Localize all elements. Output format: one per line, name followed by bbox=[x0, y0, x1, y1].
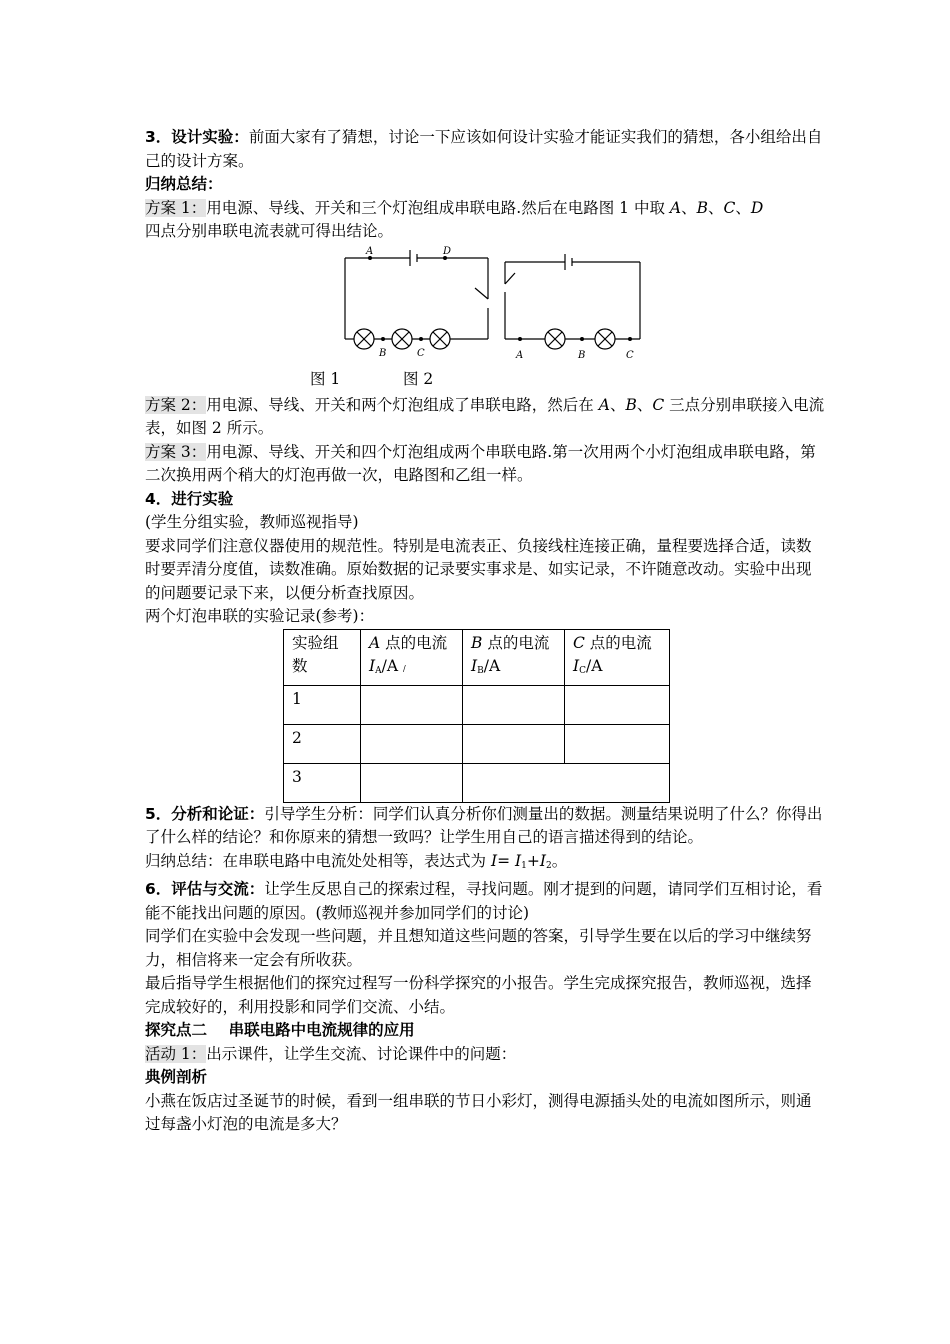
point-d: D bbox=[750, 198, 764, 217]
point-c: C bbox=[723, 198, 736, 217]
equation-i2: I bbox=[539, 851, 546, 870]
header-cell-a bbox=[361, 629, 463, 685]
fig2-point-a: A bbox=[516, 349, 524, 361]
empty-cell bbox=[565, 724, 670, 763]
separator: 、 bbox=[636, 395, 653, 414]
unit: /A bbox=[381, 656, 399, 675]
stray-mark: / bbox=[402, 663, 406, 673]
equation-i1: I bbox=[514, 851, 522, 870]
equation-lhs: I bbox=[490, 851, 498, 870]
separator: 、 bbox=[609, 395, 626, 414]
section-3-title: 设计实验： bbox=[171, 128, 249, 146]
header-cell-b bbox=[463, 629, 565, 685]
section-4-title: 进行实验 bbox=[171, 489, 234, 508]
current-subscript: A bbox=[375, 665, 382, 676]
current-subscript: B bbox=[477, 665, 484, 676]
plan-2-text-a: 用电源、导线、开关和两个灯泡组成了串联电路，然后在 bbox=[206, 395, 599, 414]
section-6-number: 6． bbox=[145, 880, 172, 898]
header-text: 点的电流 bbox=[482, 633, 550, 652]
experiment-record-table bbox=[283, 629, 670, 803]
row-number: 2 bbox=[284, 724, 361, 763]
activity-1-label: 活动 1： bbox=[145, 1044, 207, 1063]
equation-equals: = bbox=[497, 851, 515, 870]
figure-1-label: 图 1 bbox=[310, 369, 341, 388]
unit: /A bbox=[483, 656, 501, 675]
section-6-title: 评估与交流： bbox=[171, 880, 265, 898]
separator: 、 bbox=[681, 198, 697, 217]
plan-1 bbox=[145, 197, 825, 244]
table-caption: 两个灯泡串联的实验记录(参考)： bbox=[145, 607, 375, 625]
section-4 bbox=[145, 488, 825, 512]
equation-plus: + bbox=[526, 851, 540, 870]
section-5 bbox=[145, 803, 825, 850]
activity-1 bbox=[145, 1043, 825, 1067]
example-title: 典例剖析 bbox=[145, 1068, 208, 1086]
current-subscript: C bbox=[579, 665, 587, 676]
current-symbol: I bbox=[471, 656, 478, 675]
inquiry-point-title: 探究点二 bbox=[145, 1021, 208, 1039]
section-3-text: 前面大家有了猜想，讨论一下应该如何设计实验才能证实我们的猜想，各小组给出自己的设计方案。 bbox=[145, 128, 823, 170]
section-6-paragraph-2: 同学们在实验中会发现一些问题，并且想知道这些问题的答案，引导学生要在以后的学习中继续努力，相信将来一定会有所收获。 bbox=[145, 927, 812, 969]
circuit-diagram-2 bbox=[505, 254, 640, 349]
plan-2-text-b: 三点分别串联接入电流表，如图 2 所示。 bbox=[145, 395, 825, 437]
section-3 bbox=[145, 126, 825, 173]
empty-cell bbox=[463, 724, 565, 763]
empty-cell bbox=[361, 685, 463, 724]
circuit-figures bbox=[145, 244, 825, 394]
example-text: 小燕在饭店过圣诞节的时候，看到一组串联的节日小彩灯，测得电源插头处的电流如图所示，则通过每盏小灯泡的电流是多大？ bbox=[145, 1091, 812, 1133]
empty-cell bbox=[463, 685, 565, 724]
point-b: B bbox=[471, 633, 483, 652]
fig2-point-b: B bbox=[578, 349, 586, 361]
fig2-point-c: C bbox=[626, 349, 634, 361]
merged-empty-cell bbox=[463, 763, 670, 802]
plan-1-label: 方案 1： bbox=[145, 198, 207, 217]
section-5-summary bbox=[145, 850, 825, 879]
point-b: B bbox=[625, 395, 637, 414]
equation-sub1: 1 bbox=[521, 860, 527, 871]
row-number: 1 bbox=[284, 685, 361, 724]
section-5-number: 5． bbox=[145, 804, 172, 823]
section-6-paragraph-3: 最后指导学生根据他们的探究过程写一份科学探究的小报告。学生完成探究报告，教师巡视，选择完成较好的，利用投影和同学们交流、小结。 bbox=[145, 974, 812, 1016]
plan-3-text: 用电源、导线、开关和四个灯泡组成两个串联电路.第一次用两个小灯泡组成串联电路，第二次换用两个稍大的灯泡再做一次，电路图和乙组一样。 bbox=[145, 442, 816, 484]
table-row bbox=[284, 724, 670, 763]
summary-heading: 归纳总结： bbox=[145, 175, 223, 193]
row-number: 3 bbox=[284, 763, 361, 802]
point-b: B bbox=[696, 198, 708, 217]
table-row bbox=[284, 763, 670, 802]
separator: 、 bbox=[735, 198, 751, 217]
table-row bbox=[284, 685, 670, 724]
circuit-diagrams bbox=[145, 244, 825, 374]
point-a: A bbox=[369, 633, 381, 652]
circuit-1-nodes bbox=[368, 256, 447, 341]
section-4-number: 4． bbox=[145, 489, 172, 508]
fig1-point-c: C bbox=[417, 347, 425, 359]
empty-cell bbox=[361, 763, 463, 802]
section-5-title: 分析和论证： bbox=[171, 804, 265, 823]
fig1-point-b: B bbox=[379, 347, 387, 359]
plan-3 bbox=[145, 441, 825, 488]
point-a: A bbox=[598, 395, 610, 414]
section-6-text: 让学生反思自己的探索过程，寻找问题。刚才提到的问题，请同学们互相讨论，看能不能找出问题的原因。(教师巡视并参加同学们的讨论) bbox=[145, 880, 823, 922]
document-body bbox=[145, 126, 825, 1137]
section-4-note: (学生分组实验，教师巡视指导) bbox=[145, 513, 359, 531]
fig1-point-a: A bbox=[366, 245, 374, 257]
equation-end: 。 bbox=[551, 851, 568, 870]
fig1-point-d: D bbox=[443, 245, 452, 257]
section-3-number: 3． bbox=[145, 128, 172, 146]
summary-text: 归纳总结：在串联电路中电流处处相等，表达式为 bbox=[145, 851, 491, 870]
activity-1-text: 出示课件，让学生交流、讨论课件中的问题： bbox=[206, 1044, 517, 1063]
plan-1-text-a: 用电源、导线、开关和三个灯泡组成串联电路.然后在电路图 1 中取 bbox=[206, 198, 670, 217]
header-cell-c bbox=[565, 629, 670, 685]
header-cell-group: 实验组数 bbox=[284, 629, 361, 685]
point-c: C bbox=[573, 633, 585, 652]
figure-2-label: 图 2 bbox=[403, 369, 434, 388]
inquiry-point-subtitle: 串联电路中电流规律的应用 bbox=[228, 1021, 415, 1039]
separator: 、 bbox=[707, 198, 724, 217]
current-symbol: I bbox=[369, 656, 376, 675]
inquiry-point-2 bbox=[145, 1019, 825, 1043]
plan-3-label: 方案 3： bbox=[145, 442, 207, 461]
section-4-text: 要求同学们注意仪器使用的规范性。特别是电流表正、负接线柱连接正确，量程要选择合适，读数时要弄清分度值，读数准确。原始数据的记录要实事求是、如实记录，不许随意改动。实验中出现的问题要记录下来，以便分析查找原因。 bbox=[145, 536, 812, 602]
point-c: C bbox=[652, 395, 665, 414]
equation-sub2: 2 bbox=[545, 860, 552, 871]
unit: /A bbox=[586, 656, 603, 675]
plan-2-label: 方案 2： bbox=[145, 395, 207, 414]
section-6 bbox=[145, 878, 825, 925]
table-header-row bbox=[284, 629, 670, 685]
circuit-diagram-1 bbox=[345, 250, 488, 349]
header-text: 点的电流 bbox=[380, 633, 448, 652]
empty-cell bbox=[565, 685, 670, 724]
plan-2 bbox=[145, 394, 825, 441]
header-text: 点的电流 bbox=[584, 633, 652, 652]
current-symbol: I bbox=[573, 656, 580, 675]
section-5-text: 引导学生分析：同学们认真分析你们测量出的数据。测量结果说明了什么？你得出了什么样的结论？和你原来的猜想一致吗？让学生用自己的语言描述得到的结论。 bbox=[145, 804, 823, 846]
empty-cell bbox=[361, 724, 463, 763]
plan-1-text-b: 四点分别串联电流表就可得出结论。 bbox=[145, 222, 394, 240]
point-a: A bbox=[669, 198, 682, 217]
